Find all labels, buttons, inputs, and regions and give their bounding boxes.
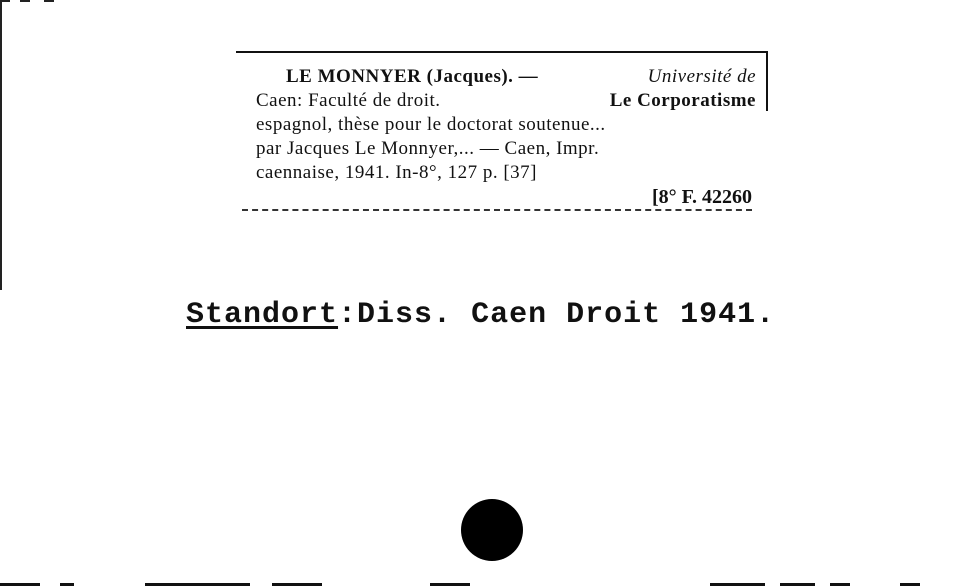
punch-hole [461,499,523,561]
entry-line [256,137,756,161]
location-line [186,298,775,332]
entry-bottom-dashed-rule [242,209,752,211]
entry-line [256,65,756,89]
entry-top-rule [236,51,768,53]
entry-line [256,161,756,185]
entry-line [256,113,756,137]
entry-line-start: Caen: Faculté de droit. [256,90,441,111]
shelfmark: [8° F. 42260 [651,186,752,208]
card-top-mark [20,0,30,2]
entry-right-rule [766,51,768,111]
entry-line-start: caennaise, 1941. In-8°, 127 p. [37] [256,162,537,183]
card-top-mark [44,0,54,2]
entry-line [256,89,756,113]
location-label: Standort [186,298,339,332]
entry-line-end: Université de [647,66,756,87]
location-value: Diss. Caen Droit 1941. [357,298,776,332]
bibliographic-entry [236,51,768,217]
location-separator: : [338,298,358,332]
card-left-edge [0,0,2,290]
entry-line-start: par Jacques Le Monnyer,... — Caen, Impr. [256,138,600,159]
entry-line-start: espagnol, thèse pour le doctorat soutenue... [256,114,606,135]
entry-text [256,65,756,185]
entry-author: LE MONNYER (Jacques). — [286,66,539,87]
entry-line-end: Le Corporatisme [609,90,756,111]
card-top-mark [0,0,10,2]
